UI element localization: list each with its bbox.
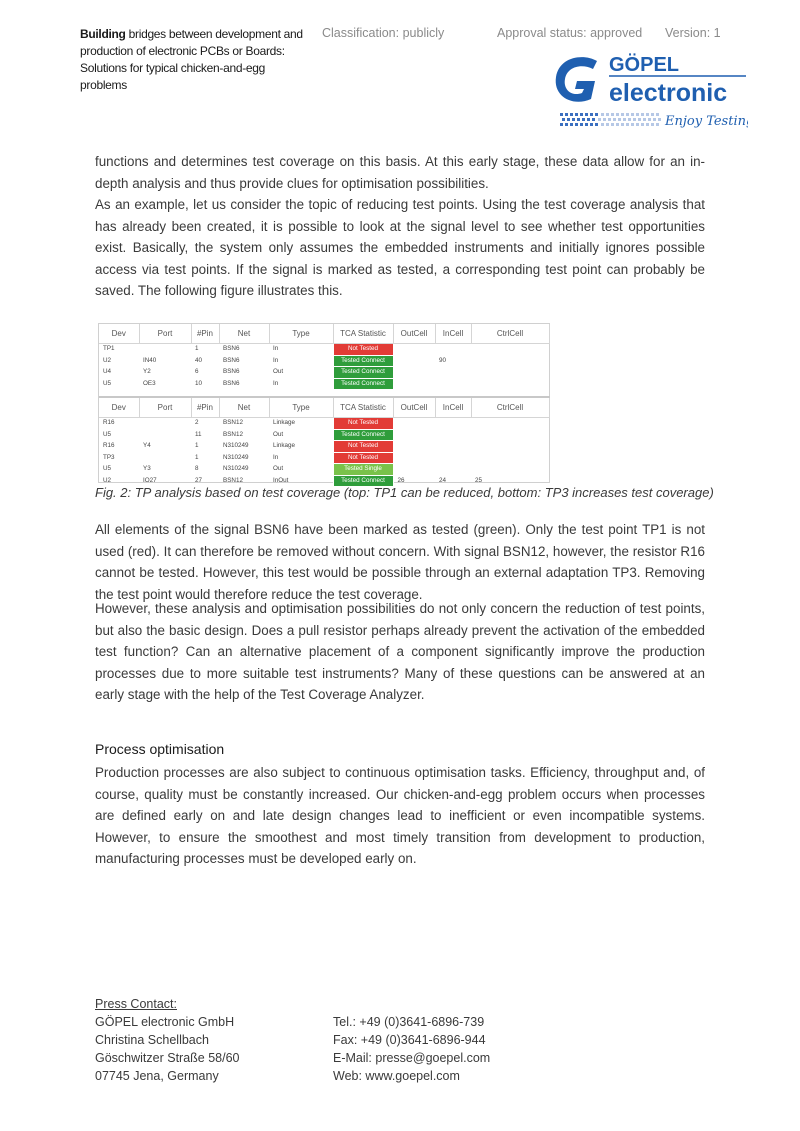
table-cell: 2	[195, 419, 199, 427]
table-cell: U5	[103, 379, 112, 387]
table-cell: IO27	[143, 476, 157, 484]
table-cell	[393, 429, 435, 441]
table-row	[99, 344, 549, 356]
table-cell: U2	[103, 356, 112, 364]
table-cell	[471, 378, 549, 390]
tca-status-cell: Tested Connect	[333, 355, 393, 367]
table-cell	[393, 355, 435, 367]
classification-label: Classification: publicly	[322, 26, 445, 40]
test-coverage-figure	[98, 323, 550, 483]
column-header: Port	[139, 324, 191, 344]
table-cell: BSN12	[223, 430, 243, 438]
table-cell: Y2	[143, 368, 151, 375]
table-cell	[435, 378, 471, 390]
footer-company: GÖPEL electronic GmbH	[95, 1015, 235, 1029]
table-cell: 10	[195, 379, 203, 387]
table-cell: BSN12	[223, 419, 243, 427]
table-cell	[393, 452, 435, 464]
table-cell	[139, 429, 191, 441]
tca-status-cell: Tested Connect	[333, 475, 393, 487]
paragraph-1: functions and determines test coverage on this basis. At this early stage, these data allow for an in-depth analysis and thus provide clues for optimisation possibilities.	[95, 154, 705, 191]
table-row	[99, 429, 549, 441]
table-cell	[471, 441, 549, 453]
table-cell: 6	[195, 368, 199, 375]
table-row	[99, 464, 549, 476]
table-cell	[393, 344, 435, 356]
paragraph-3: All elements of the signal BSN6 have been marked as tested (green). Only the test point TP1 is not used (red). It can therefore be removed without concern. With signal BSN12, however, the resistor R16 cannot be tested. However, this test would be possible through an external adaptation TP3. Removing the test point would therefore reduce the test coverage.	[95, 522, 705, 602]
table-cell: In	[273, 356, 279, 364]
table-cell	[471, 429, 549, 441]
logo-word-goepel: GÖPEL	[609, 54, 680, 76]
document-title-rest: bridges between development and production of electronic PCBs or Boards: Solutions for typical chicken-and-egg problems	[80, 27, 303, 92]
table-cell: TP1	[103, 345, 115, 353]
table-cell: OE3	[143, 379, 156, 387]
document-title-bold: Building	[80, 27, 126, 41]
version-label: Version: 1	[665, 26, 721, 40]
tca-status-cell: Tested Connect	[333, 367, 393, 379]
tca-status-cell: Not Tested	[333, 418, 393, 430]
figure-caption: Fig. 2: TP analysis based on test coverage (top: TP1 can be reduced, bottom: TP3 increases test coverage)	[95, 485, 714, 500]
table-row	[99, 355, 549, 367]
table-cell: InOut	[273, 476, 289, 484]
column-header: Port	[139, 397, 191, 418]
tca-status-cell: Tested Single	[333, 464, 393, 476]
table-cell: N310249	[223, 453, 249, 461]
table-cell: 11	[195, 430, 202, 438]
footer-web: Web: www.goepel.com	[333, 1069, 460, 1083]
table-cell: BSN6	[223, 356, 240, 364]
table-cell: N310249	[223, 465, 249, 472]
table-cell: Y3	[143, 465, 151, 472]
table-cell: TP3	[103, 453, 115, 461]
table-cell	[435, 464, 471, 476]
tca-status-cell: Not Tested	[333, 452, 393, 464]
table-cell: U4	[103, 368, 112, 375]
section-heading: Process optimisation	[95, 741, 225, 757]
footer-email: E-Mail: presse@goepel.com	[333, 1051, 491, 1065]
table-row	[99, 452, 549, 464]
column-header: OutCell	[393, 397, 435, 418]
column-header: CtrlCell	[471, 397, 549, 418]
column-header: Net	[219, 397, 269, 418]
table-cell: R16	[103, 419, 115, 427]
table-cell	[393, 464, 435, 476]
table-cell: In	[273, 379, 279, 387]
table-cell: 1	[195, 453, 199, 461]
logo-word-electronic: electronic	[609, 79, 728, 107]
table-cell: In	[273, 453, 279, 461]
table-cell	[471, 367, 549, 379]
table-row	[99, 441, 549, 453]
table-cell	[471, 418, 549, 430]
column-header: Type	[269, 324, 333, 344]
table-cell: Y4	[143, 442, 151, 449]
table-cell	[435, 367, 471, 379]
table-cell	[393, 367, 435, 379]
table-row	[99, 378, 549, 390]
table-cell	[139, 418, 191, 430]
table-cell: 90	[439, 356, 447, 364]
table-cell: BSN6	[223, 368, 240, 375]
footer-phone: Tel.: +49 (0)3641-6896-739	[333, 1015, 485, 1029]
table-cell: Out	[273, 368, 284, 375]
table-cell: 8	[195, 465, 199, 472]
table-cell	[435, 441, 471, 453]
table-cell	[471, 464, 549, 476]
paragraph-4: However, these analysis and optimisation possibilities do not only concern the reduction of test points, but also the basic design. Does a pull resistor perhaps already prevent the activation of the embedded test function? Can an alternative placement of a component significantly improve the production processes due to more suitable test instruments? Many of these questions can be answered at an early stage with the help of the Test Coverage Analyzer.	[95, 601, 705, 702]
table-cell: U5	[103, 465, 112, 472]
table-cell	[435, 452, 471, 464]
tca-status-cell: Not Tested	[333, 344, 393, 356]
table-cell	[393, 378, 435, 390]
table-cell	[471, 344, 549, 356]
tca-status-cell: Tested Connect	[333, 378, 393, 390]
table-cell: IN40	[143, 356, 157, 364]
column-header: #Pin	[191, 324, 219, 344]
footer-street: Göschwitzer Straße 58/60	[95, 1051, 240, 1065]
table-cell: R16	[103, 442, 115, 449]
column-header: Type	[269, 397, 333, 418]
paragraph-2: As an example, let us consider the topic of reducing test points. Using the test coverage analysis that has already been created, it is possible to look at the signal level to see whether test opportunities exist. Basically, the system only assumes the embedded instruments and initially ignores possible access via test points. If the signal is marked as tested, a corresponding test point can probably be saved. The following figure illustrates this.	[95, 197, 705, 298]
tp-analysis-table-top	[99, 324, 550, 390]
table-cell	[471, 452, 549, 464]
table-cell: U2	[103, 476, 112, 484]
table-cell	[471, 355, 549, 367]
column-header: InCell	[435, 324, 471, 344]
table-cell	[435, 418, 471, 430]
column-header: Net	[219, 324, 269, 344]
logo-tagline: Enjoy Testing	[665, 114, 748, 129]
table-cell: Out	[273, 465, 284, 472]
column-header: #Pin	[191, 397, 219, 418]
table-cell: U5	[103, 430, 112, 438]
table-cell: BSN6	[223, 379, 240, 387]
press-contact-label: Press Contact:	[95, 997, 177, 1011]
table-cell: In	[273, 345, 279, 353]
column-header: InCell	[435, 397, 471, 418]
goepel-logo-icon	[553, 51, 748, 129]
table-cell: 27	[195, 476, 203, 484]
footer-city: 07745 Jena, Germany	[95, 1069, 219, 1083]
footer-contact-person: Christina Schellbach	[95, 1033, 209, 1047]
table-cell: Linkage	[273, 419, 296, 427]
table-cell	[435, 429, 471, 441]
table-cell: 24	[439, 476, 447, 484]
table-cell	[393, 441, 435, 453]
table-cell	[393, 418, 435, 430]
table-cell: 1	[195, 442, 199, 449]
table-cell: 25	[475, 476, 483, 484]
document-title	[80, 26, 310, 94]
table-row	[99, 367, 549, 379]
footer-fax: Fax: +49 (0)3641-6896-944	[333, 1033, 486, 1047]
tca-status-cell: Tested Connect	[333, 429, 393, 441]
table-cell: BSN6	[223, 345, 240, 353]
column-header: Dev	[99, 397, 139, 418]
paragraph-5: Production processes are also subject to continuous optimisation tasks. Efficiency, throughput and, of course, quality must be constantly increased. Our chicken-and-egg problem occurs when processes are defined early on and late design changes lead to inefficient or even incompatible systems. However, to ensure the smoothest and most timely transition from development to production, manufacturing processes must be developed early on.	[95, 765, 705, 866]
table-cell: Out	[273, 430, 284, 438]
tca-status-cell: Not Tested	[333, 441, 393, 453]
tp-analysis-table-bottom	[99, 396, 550, 487]
table-cell: BSN12	[223, 476, 243, 484]
column-header: CtrlCell	[471, 324, 549, 344]
table-cell	[435, 344, 471, 356]
table-row	[99, 418, 549, 430]
table-cell	[139, 344, 191, 356]
table-cell: 1	[195, 345, 199, 353]
column-header: Dev	[99, 324, 139, 344]
approval-status-label: Approval status: approved	[497, 26, 643, 40]
column-header: TCA Statistic	[333, 324, 393, 344]
column-header: OutCell	[393, 324, 435, 344]
table-cell: Linkage	[273, 442, 296, 449]
table-cell: N310249	[223, 442, 249, 449]
table-cell	[139, 452, 191, 464]
goepel-logo	[553, 51, 748, 129]
table-cell: 26	[397, 476, 405, 484]
column-header: TCA Statistic	[333, 397, 393, 418]
table-cell: 40	[195, 356, 203, 364]
